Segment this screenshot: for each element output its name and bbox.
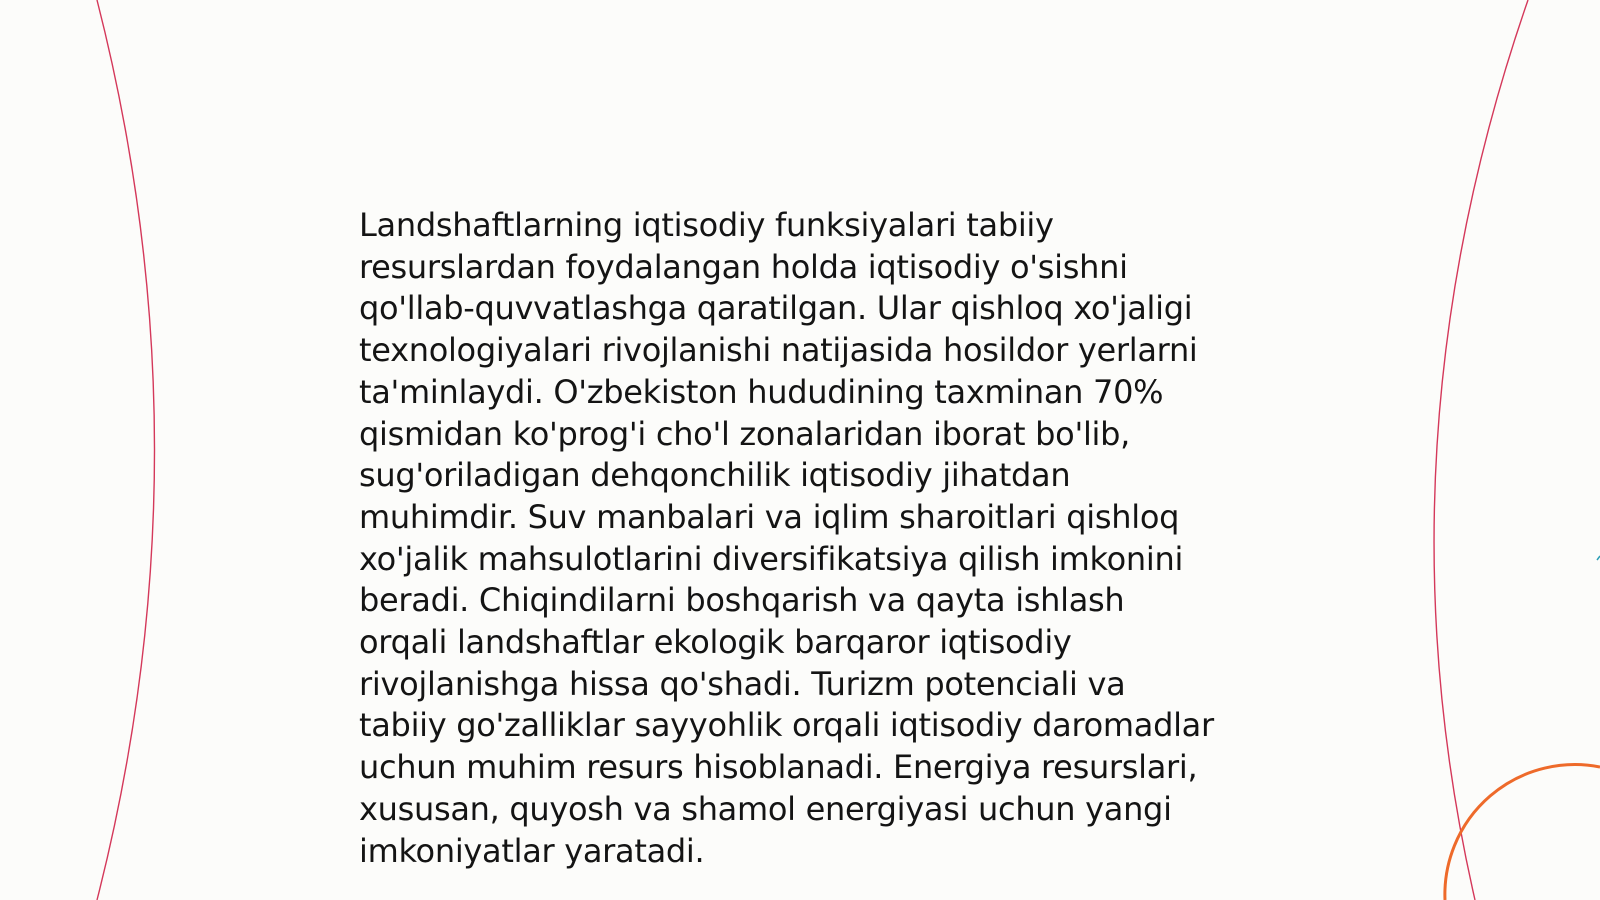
- paragraph-line: qismidan ko'prog'i cho'l zonalaridan iborat bo'lib,: [359, 414, 1131, 453]
- paragraph-line: orqali landshaftlar ekologik barqaror iqtisodiy: [359, 623, 1072, 662]
- paragraph-line: uchun muhim resurs hisoblanadi. Energiya resurslari,: [359, 748, 1198, 787]
- body-paragraph: [359, 205, 1259, 872]
- paragraph-line: ta'minlaydi. O'zbekiston hududining taxminan 70%: [359, 372, 1164, 411]
- orange-circle-arc: [1445, 765, 1600, 900]
- paragraph-line: xo'jalik mahsulotlarini diversifikatsiya qilish imkonini: [359, 539, 1184, 578]
- paragraph-line: Landshaftlarning iqtisodiy funksiyalari tabiiy: [359, 206, 1054, 244]
- paragraph-line: resurslardan foydalangan holda iqtisodiy o'sishni: [359, 247, 1128, 286]
- right-arc-line: [1434, 0, 1528, 900]
- paragraph-line: muhimdir. Suv manbalari va iqlim sharoitlari qishloq: [359, 497, 1180, 536]
- paragraph-line: tabiiy go'zalliklar sayyohlik orqali iqtisodiy daromadlar: [359, 706, 1214, 745]
- paragraph-line: texnologiyalari rivojlanishi natijasida hosildor yerlarni: [359, 331, 1198, 370]
- paragraph-line: rivojlanishga hissa qo'shadi. Turizm potenciali va: [359, 664, 1126, 703]
- paragraph-line: xususan, quyosh va shamol energiyasi uchun yangi: [359, 789, 1172, 828]
- left-arc-line: [97, 0, 155, 900]
- paragraph-line: beradi. Chiqindilarni boshqarish va qayta ishlash: [359, 581, 1125, 620]
- paragraph-line: imkoniyatlar yaratadi.: [359, 831, 705, 870]
- paragraph-line: sug'oriladigan dehqonchilik iqtisodiy jihatdan: [359, 456, 1071, 495]
- paragraph-line: qo'llab-quvvatlashga qaratilgan. Ular qishloq xo'jaligi: [359, 289, 1193, 328]
